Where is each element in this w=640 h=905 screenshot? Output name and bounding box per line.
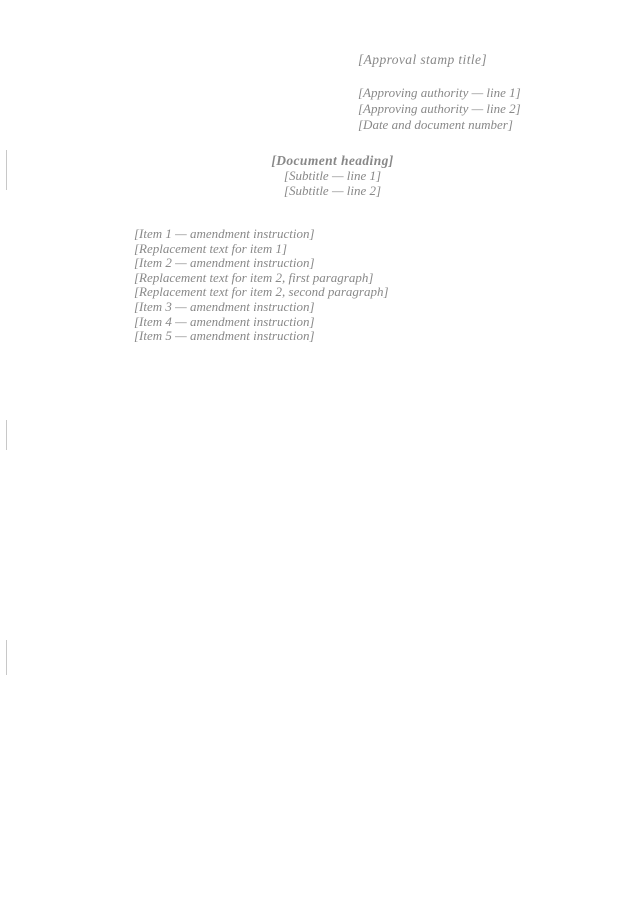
paragraph-item-4: [Item 4 — amendment instruction] [134, 313, 315, 329]
paragraph-item-1-text: [Replacement text for item 1] [134, 240, 288, 256]
heading-title: [Document heading] [271, 153, 394, 168]
approval-date-number: [Date and document number] [358, 117, 513, 132]
paragraph-item-3: [Item 3 — amendment instruction] [134, 298, 315, 314]
paragraph-item-2-text-a: [Replacement text for item 2, first paragraph] [134, 269, 374, 285]
approval-line: [Approving authority — line 1] [358, 85, 521, 100]
scan-artifact [6, 640, 7, 675]
paragraph-item-2: [Item 2 — amendment instruction] [134, 255, 315, 271]
document-heading [80, 153, 585, 198]
document-body [96, 227, 604, 344]
scan-artifact [6, 420, 7, 450]
heading-subtitle-line: [Subtitle — line 1] [283, 168, 382, 183]
scan-artifact [6, 150, 7, 190]
paragraph-item-5: [Item 5 — amendment instruction] [134, 328, 315, 344]
approval-block [358, 52, 618, 133]
paragraph-item-2-text-b: [Replacement text for item 2, second paragraph] [134, 284, 389, 300]
heading-subtitle-line: [Subtitle — line 2] [283, 183, 382, 198]
approval-title: [Approval stamp title] [358, 52, 488, 67]
paragraph-item-1: [Item 1 — amendment instruction] [134, 226, 315, 241]
approval-line: [Approving authority — line 2] [358, 101, 521, 116]
